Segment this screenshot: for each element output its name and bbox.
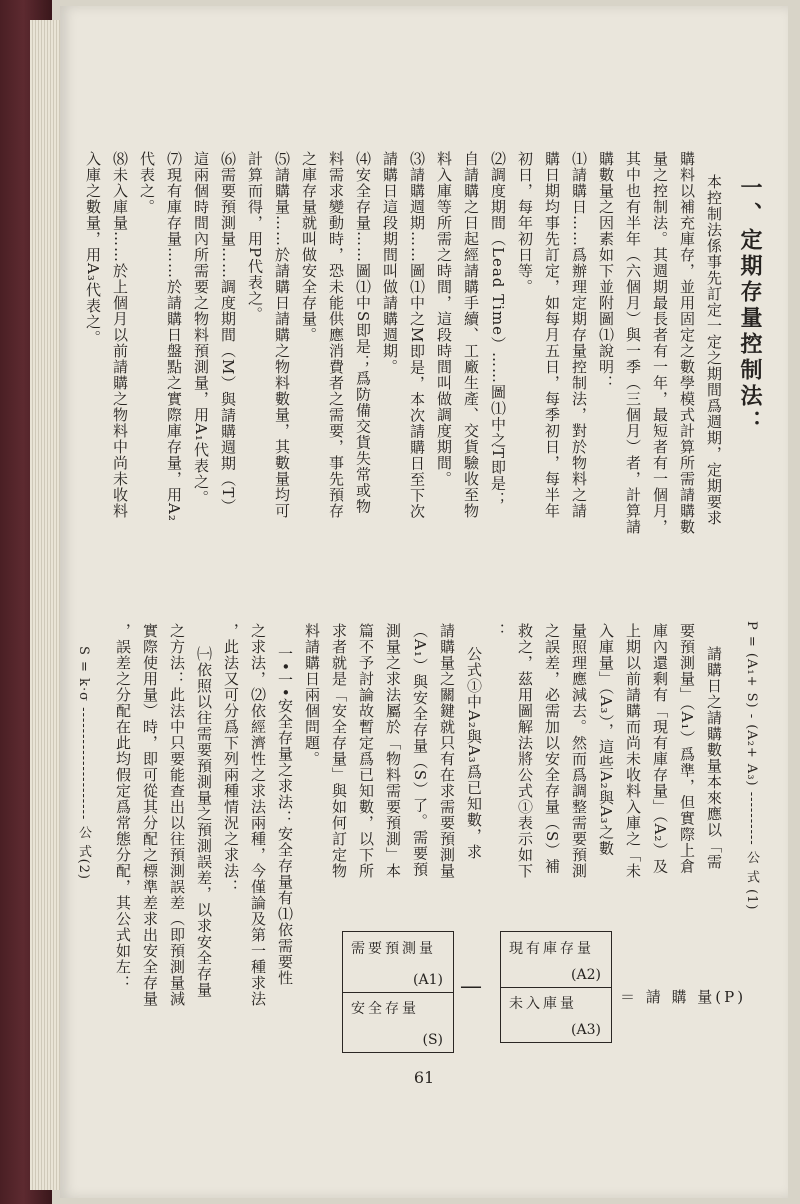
text-column: 實際使用量）時，即可從其分配之標準差求出安全存量 [141,623,159,1007]
text-column: 之庫存量就叫做安全存量。 [300,151,318,343]
text-column: （A₁）與安全存量（S）了。需要預 [411,623,429,878]
minus-sign: — [460,974,482,999]
text-column: 要預測量」（A₁）爲準，但實際上倉 [678,623,696,875]
text-column: 量照理應減去。然而爲調整需要預測 [570,623,588,879]
text-column: 救之，茲用圖解法將公式①表示如下 [516,623,534,879]
text-column: 之方法：此法中只要能查出以往預測誤差（即預測量減 [168,623,186,1007]
text-column: 初日，每年初日等。 [516,151,534,295]
text-column: 計算而得，用P代表之。 [246,151,264,323]
formula-2: S = k·σ --------------------- 公 式(2) [76,646,91,881]
text-column: ⑻未入庫量……於上個月以前請購之物料中尚未收料 [111,151,129,519]
box-text: 安全存量 [351,1001,419,1017]
text-column: 購數量之因素如下並附圖⑴說明： [597,151,615,391]
text-column: 請購日這段期間叫做請購週期。 [381,151,399,375]
text-column: 公式①中A₂與A₃爲已知數，求 [465,646,483,860]
box-code: (A3) [571,1022,601,1038]
text-column: 篇不予討論故暫定爲已知數，以下所 [357,623,375,879]
text-column: 請購量之關鍵就只有在求需要預測量 [438,623,456,879]
text-column: 之誤差，必需加以安全存量（S）補 [543,623,561,875]
text-column: 入庫之數量，用A₃代表之。 [84,151,102,346]
formula-1: P = (A₁+ S) - (A₂+ A₃) ---------- 公 式 (1) [744,621,759,911]
text-column: ⑷安全存量……圖⑴中S即是；爲防備交貨失常或物 [354,151,372,515]
text-column: 料需求變動時，恐未能供應消費者之需要，事先預存 [327,151,345,519]
box-text: 未入庫量 [509,996,577,1012]
diagram-box-inventory [500,931,612,1043]
box-cell-current-stock [501,932,611,988]
text-column: 量之控制法。其週期最長者有一年，最短者有一個月， [651,151,669,535]
text-column: 購日期均事先訂定，如每月五日，每季初日，每半年 [543,151,561,519]
text-column: 料請購日兩個問題。 [303,623,321,767]
text-column: ⑸請購量……於請購日請購之物料數量，其數量均可 [273,151,291,519]
text-column: 之求法，⑵依經濟性之求法兩種，今僅論及第一種求法 [249,623,267,1007]
text-column: ⑹需要預測量……調度期間（M）與請購週期（T） [219,151,237,515]
box-cell-forecast [343,932,453,993]
text-column: 求者就是「安全存量」與如何訂定物 [330,623,348,879]
box-code: (A1) [413,972,443,988]
text-column: 上期以前請購而尚未收料入庫之「未 [624,623,642,879]
text-column: 入庫量」（A₃），這些A₂與A₃之數 [597,623,615,857]
text-column: ⑺現有庫存量……於請購日盤點之實際庫存量，用A₂ [165,151,183,522]
text-column: 代表之。 [138,151,156,215]
text-column: 一•一•安全存量之求法：安全存量有⑴依需要性 [276,646,294,986]
text-column: ⑴請購日……爲辦理定期存量控制法，對於物料之請 [570,151,588,519]
text-column: 這兩個時間內所需要之物料預測量，用A₁代表之。 [192,151,210,506]
text-column: 測量之求法屬於「物料需要預測」本 [384,623,402,879]
diagram-result-label: ＝ 請 購 量(P) [620,988,747,1006]
box-text: 現有庫存量 [509,941,594,957]
text-column: ⑵調度期間（Lead Time）……圖⑴中之T即是； [489,151,507,508]
text-column: 購料以補充庫存，並用固定之數學模式計算所需請購數 [678,151,696,535]
box-cell-safety-stock [343,992,453,1052]
text-column: 其中也有半年（六個月）與一季（三個月）者，計算請 [624,151,642,535]
box-cell-not-received [501,987,611,1042]
text-column: ，此法又可分爲下列兩種情況之求法： [222,623,240,895]
box-text: 需要預測量 [351,941,436,957]
text-column: ，誤差之分配在此均假定爲常態分配，其公式如左： [114,623,132,991]
text-column: 庫內還剩有「現有庫存量」（A₂）及 [651,623,669,875]
text-column: ： [489,623,507,639]
diagram-box-requirement [342,931,454,1053]
box-code: (S) [422,1032,443,1048]
text-column: 請購日之請購數量本來應以「需 [705,646,723,870]
text-column: ⑶請購週期……圖⑴中之M即是，本次請購日至下次 [408,151,426,520]
section-title: 一、定期存量控制法： [737,176,763,436]
book-page [60,6,788,1198]
text-column: 自請購之日起經請購手續、工廠生產、交貨驗收至物 [462,151,480,519]
text-column: 本控制法係事先訂定一定之期間爲週期，定期要求 [705,174,723,526]
box-code: (A2) [571,967,601,983]
page-number: 61 [413,1068,435,1087]
text-column: 料入庫等所需之時間，這段時間叫做調度期間。 [435,151,453,487]
text-column: ㈠依照以往需要預測量之預測誤差，以求安全存量 [195,646,213,998]
